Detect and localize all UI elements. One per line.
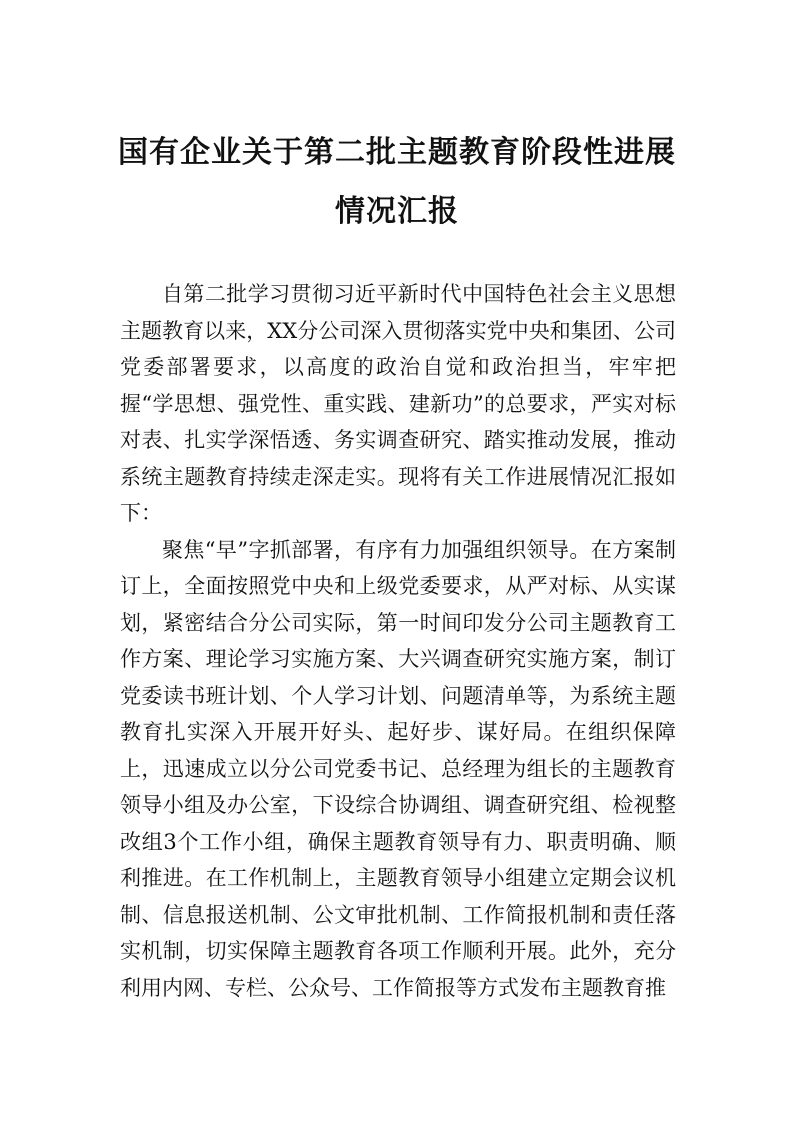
- document-body: [120, 276, 676, 1006]
- paragraph-intro: 自第二批学习贯彻习近平新时代中国特色社会主义思想主题教育以来，XX分公司深入贯彻落实党中央和集团、公司党委部署要求，以高度的政治自觉和政治担当，牢牢把握“学思想、强党性、重实践、建新功”的总要求，严实对标对表、扎实学深悟透、务实调查研究、踏实推动发展，推动系统主题教育持续走深走实。现将有关工作进展情况汇报如下：: [120, 282, 676, 525]
- paragraph-organization: 聚焦“早”字抓部署，有序有力加强组织领导。在方案制订上，全面按照党中央和上级党委要求，从严对标、从实谋划，紧密结合分公司实际，第一时间印发分公司主题教育工作方案、理论学习实施方案、大兴调查研究实施方案，制订党委读书班计划、个人学习计划、问题清单等，为系统主题教育扎实深入开展开好头、起好步、谋好局。在组织保障上，迅速成立以分公司党委书记、总经理为组长的主题教育领导小组及办公室，下设综合协调组、调查研究组、检视整改组3个工作小组，确保主题教育领导有力、职责明确、顺利推进。在工作机制上，主题教育领导小组建立定期会议机制、信息报送机制、公文审批机制、工作简报机制和责任落实机制，切实保障主题教育各项工作顺利开展。此外，充分利用内网、专栏、公众号、工作简报等方式发布主题教育推: [120, 537, 676, 1000]
- document-title-line-1: 国有企业关于第二批主题教育阶段性进展: [118, 135, 676, 170]
- document-title-line-2: 情况汇报: [335, 194, 459, 229]
